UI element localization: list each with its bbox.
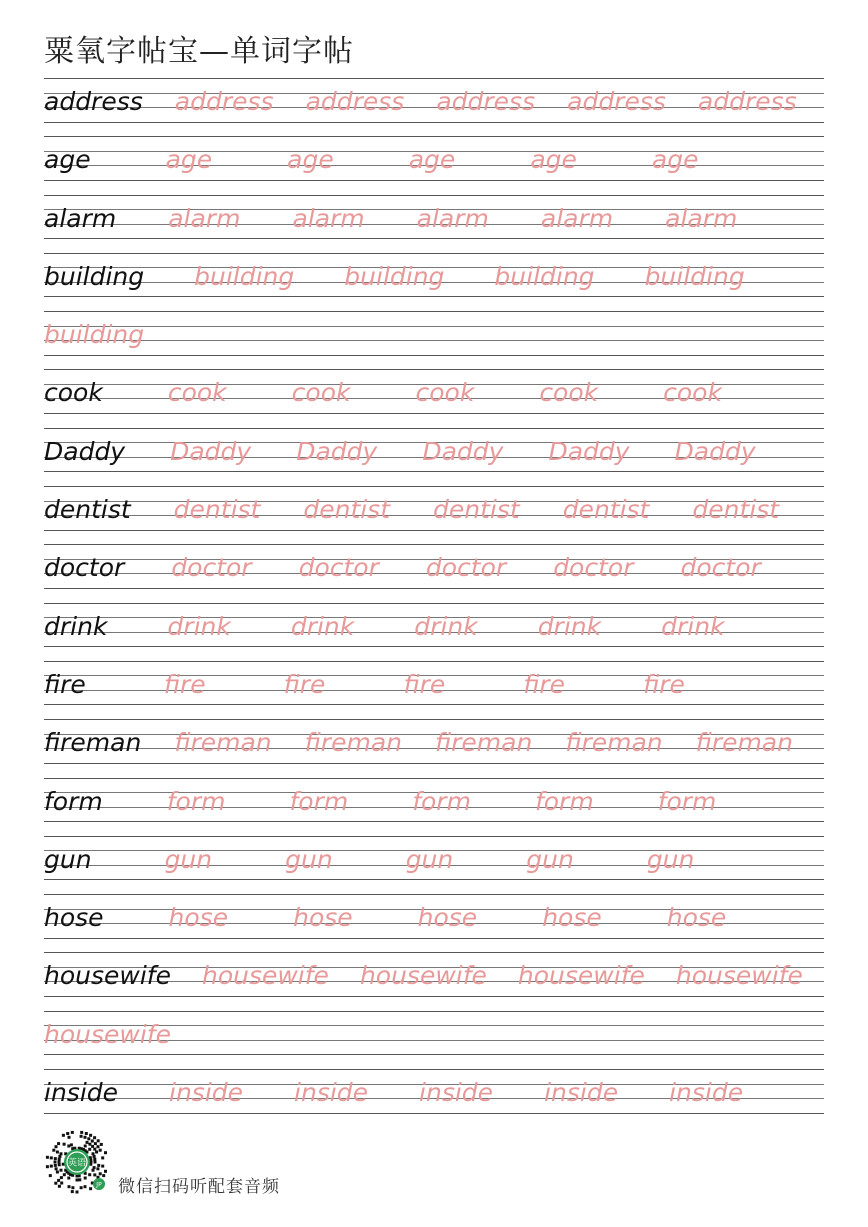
practice-row	[44, 311, 824, 369]
ruling-line	[44, 588, 824, 589]
practice-row	[44, 544, 824, 602]
traced-word: inside	[419, 1078, 494, 1108]
traced-word: housewife	[201, 961, 329, 991]
traced-word: fire	[163, 669, 206, 699]
traced-word: cook	[539, 378, 599, 408]
traced-word: address	[697, 87, 797, 116]
practice-word: gun	[44, 844, 92, 874]
ruling-line	[44, 996, 824, 997]
traced-word: inside	[669, 1078, 744, 1108]
word-line	[44, 549, 824, 587]
ruling-line	[44, 1113, 824, 1114]
ruling-line	[44, 195, 824, 196]
traced-word: age	[165, 145, 213, 175]
traced-word: cook	[291, 378, 351, 408]
ruling-line	[44, 894, 824, 895]
ruling-line	[44, 763, 824, 764]
word-line	[44, 1074, 824, 1112]
practice-word: age	[44, 145, 91, 175]
practice-row	[44, 952, 824, 1010]
traced-word: building	[644, 261, 745, 291]
traced-word: inside	[544, 1078, 619, 1108]
ruling-line	[44, 603, 824, 604]
ruling-line	[44, 486, 824, 487]
practice-word: address	[44, 87, 143, 116]
ruling-line	[44, 821, 824, 822]
practice-word: inside	[44, 1078, 119, 1108]
ruling-line	[44, 544, 824, 545]
traced-word: alarm	[665, 203, 738, 233]
ruling-line	[44, 238, 824, 239]
qr-badge-label: 英语	[67, 1158, 87, 1169]
traced-word: fire	[283, 669, 326, 699]
traced-word: cook	[167, 378, 227, 408]
qr-caption: 微信扫码听配套音频	[118, 1177, 280, 1197]
ruling-line	[44, 180, 824, 181]
traced-word: drink	[290, 611, 355, 641]
word-line	[44, 666, 824, 704]
traced-word: form	[166, 786, 226, 816]
traced-word: dentist	[433, 495, 520, 525]
traced-word: building	[344, 261, 445, 291]
practice-row	[44, 486, 824, 544]
traced-word: form	[657, 786, 717, 816]
practice-word: fireman	[44, 728, 142, 758]
traced-word: alarm	[540, 203, 614, 233]
traced-word: cook	[663, 378, 722, 408]
traced-word: doctor	[425, 553, 507, 583]
traced-word: fireman	[565, 728, 663, 758]
traced-word: Daddy	[296, 436, 378, 466]
practice-word: form	[44, 786, 103, 816]
traced-word: drink	[167, 611, 231, 641]
traced-word: doctor	[553, 553, 634, 583]
traced-word: housewife	[675, 961, 803, 991]
traced-word: fireman	[304, 728, 402, 758]
qr-code	[42, 1128, 112, 1196]
ruling-line	[44, 879, 824, 880]
ruling-line	[44, 952, 824, 953]
traced-word: gun	[285, 844, 333, 874]
traced-word: Daddy	[548, 436, 630, 466]
word-line	[44, 841, 824, 879]
practice-row	[44, 719, 824, 777]
practice-word: housewife	[44, 961, 171, 991]
practice-row	[44, 1069, 824, 1127]
traced-word: hose	[417, 903, 478, 933]
word-line	[44, 724, 824, 762]
traced-word: gun	[405, 844, 454, 874]
traced-word: hose	[542, 903, 602, 933]
ruling-line	[44, 778, 824, 779]
traced-word: form	[534, 786, 594, 816]
word-line	[44, 957, 824, 995]
traced-word: cook	[415, 378, 475, 408]
ruling-line	[44, 471, 824, 472]
traced-word: hose	[293, 903, 353, 933]
traced-word: form	[289, 786, 349, 816]
traced-word: inside	[294, 1078, 369, 1108]
word-line	[44, 316, 824, 354]
traced-word: housewife	[517, 961, 645, 991]
practice-row	[44, 603, 824, 661]
practice-word: Daddy	[44, 436, 126, 466]
practice-row	[44, 1011, 824, 1069]
traced-word: dentist	[562, 495, 650, 525]
traced-word: Daddy	[422, 436, 504, 466]
traced-word: age	[287, 145, 334, 175]
word-line	[44, 141, 824, 179]
practice-row	[44, 836, 824, 894]
word-line	[44, 433, 824, 471]
word-line	[44, 491, 824, 529]
traced-word: inside	[169, 1078, 244, 1108]
traced-word: fireman	[174, 728, 272, 758]
ruling-line	[44, 938, 824, 939]
practice-word: cook	[44, 378, 103, 408]
practice-row	[44, 894, 824, 952]
practice-row	[44, 428, 824, 486]
traced-word: fire	[523, 669, 566, 699]
practice-word: dentist	[44, 495, 131, 525]
ruling-line	[44, 836, 824, 837]
practice-row	[44, 778, 824, 836]
word-line	[44, 258, 824, 296]
practice-word: fire	[44, 669, 86, 699]
traced-word: gun	[164, 844, 213, 874]
ruling-line	[44, 646, 824, 647]
traced-word: building	[194, 261, 295, 291]
traced-word: gun	[526, 844, 574, 874]
practice-row	[44, 369, 824, 427]
practice-sheet	[44, 78, 824, 1127]
word-line	[44, 83, 824, 121]
traced-word: dentist	[303, 495, 391, 525]
ruling-line	[44, 661, 824, 662]
qr-sub-badge-label: JP	[96, 1181, 102, 1189]
traced-word: address	[567, 87, 666, 116]
practice-row	[44, 195, 824, 253]
ruling-line	[44, 413, 824, 414]
traced-word: drink	[537, 611, 602, 641]
traced-word: fire	[643, 669, 685, 699]
practice-row	[44, 136, 824, 194]
ruling-line	[44, 122, 824, 123]
traced-word: building	[44, 320, 145, 350]
practice-row	[44, 661, 824, 719]
ruling-line	[44, 1011, 824, 1012]
traced-word: hose	[666, 903, 727, 933]
traced-word: drink	[661, 611, 725, 641]
traced-word: doctor	[298, 553, 379, 583]
traced-word: address	[305, 87, 405, 116]
traced-word: Daddy	[170, 436, 252, 466]
ruling-line	[44, 1054, 824, 1055]
traced-word: dentist	[173, 495, 261, 525]
traced-word: fireman	[695, 728, 793, 758]
ruling-line	[44, 253, 824, 254]
ruling-line	[44, 704, 824, 705]
traced-word: doctor	[680, 553, 761, 583]
traced-word: age	[651, 145, 699, 175]
traced-word: alarm	[416, 203, 489, 233]
traced-word: housewife	[359, 961, 487, 991]
traced-word: age	[530, 145, 577, 175]
practice-row	[44, 78, 824, 136]
traced-word: fire	[403, 669, 446, 699]
ruling-line	[44, 78, 824, 79]
ruling-line	[44, 369, 824, 370]
ruling-line	[44, 296, 824, 297]
word-line	[44, 608, 824, 646]
word-line	[44, 1016, 824, 1054]
practice-word: drink	[44, 611, 108, 641]
traced-word: doctor	[171, 553, 252, 583]
traced-word: fireman	[434, 728, 533, 758]
ruling-line	[44, 355, 824, 356]
traced-word: age	[408, 145, 456, 175]
practice-word: building	[44, 261, 145, 291]
traced-word: gun	[646, 844, 695, 874]
traced-word: hose	[168, 903, 229, 933]
practice-word: hose	[44, 903, 104, 933]
practice-row	[44, 253, 824, 311]
word-line	[44, 200, 824, 238]
traced-word: alarm	[168, 203, 241, 233]
traced-word: dentist	[692, 495, 780, 525]
traced-word: housewife	[44, 1019, 171, 1049]
word-line	[44, 899, 824, 937]
traced-word: address	[436, 87, 536, 116]
ruling-line	[44, 136, 824, 137]
traced-word: address	[174, 87, 274, 116]
traced-word: alarm	[292, 203, 365, 233]
traced-word: drink	[414, 611, 478, 641]
word-line	[44, 374, 824, 412]
traced-word: Daddy	[674, 436, 756, 466]
word-line	[44, 783, 824, 821]
practice-word: alarm	[44, 203, 117, 233]
ruling-line	[44, 530, 824, 531]
ruling-line	[44, 311, 824, 312]
ruling-line	[44, 719, 824, 720]
page-title: 粟氧字帖宝—单词字帖	[44, 34, 354, 69]
traced-word: form	[412, 786, 471, 816]
practice-word: doctor	[44, 553, 125, 583]
traced-word: building	[494, 261, 595, 291]
ruling-line	[44, 428, 824, 429]
ruling-line	[44, 1069, 824, 1070]
